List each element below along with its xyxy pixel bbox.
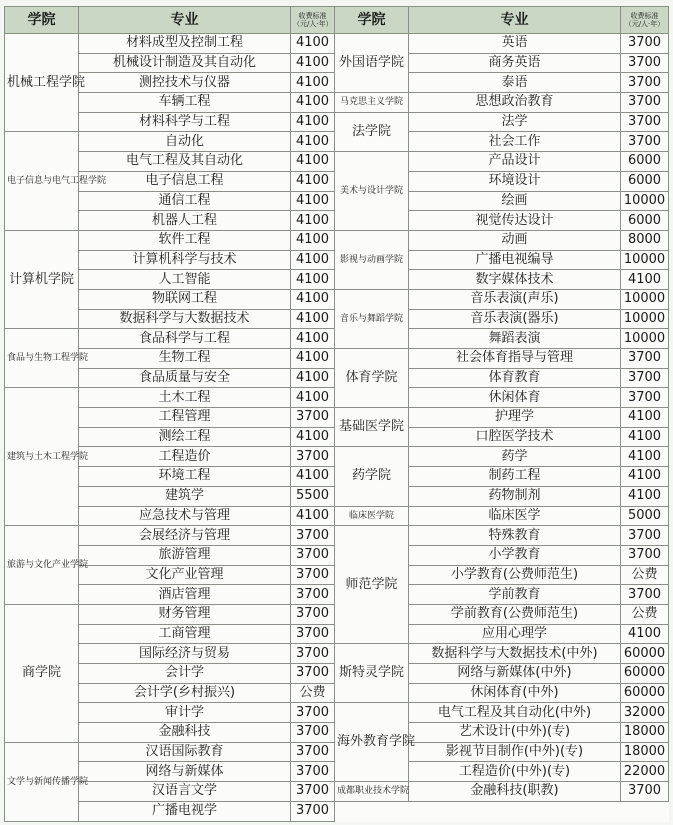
right-major-cell: 社会体育指导与管理 [409, 349, 621, 369]
left-college-cell: 建筑与土木工程学院 [5, 388, 79, 526]
left-fee-cell: 4100 [291, 34, 335, 54]
left-fee-cell: 4100 [291, 368, 335, 388]
right-college-cell: 外国语学院 [335, 34, 409, 93]
left-fee-cell: 3700 [291, 644, 335, 664]
left-major-cell: 人工智能 [79, 270, 291, 290]
right-college-cell: 马克思主义学院 [335, 93, 409, 113]
right-fee-cell: 4100 [621, 270, 669, 290]
left-fee-cell: 4100 [291, 506, 335, 526]
right-fee-cell: 3700 [621, 93, 669, 113]
left-fee-cell: 4100 [291, 230, 335, 250]
right-college-cell: 美术与设计学院 [335, 152, 409, 231]
right-major-cell: 特殊教育 [409, 526, 621, 546]
right-fee-cell: 18000 [621, 723, 669, 743]
left-college-cell: 文学与新闻传播学院 [5, 742, 79, 821]
right-fee-cell: 3700 [621, 53, 669, 73]
left-fee-cell: 4100 [291, 211, 335, 231]
left-major-cell: 计算机科学与技术 [79, 250, 291, 270]
right-major-cell: 产品设计 [409, 152, 621, 172]
left-fee-cell: 4100 [291, 152, 335, 172]
right-major-cell: 工程造价(中外)(专) [409, 762, 621, 782]
left-college-cell: 计算机学院 [5, 230, 79, 328]
left-major-cell: 网络与新媒体 [79, 762, 291, 782]
table-row [5, 152, 669, 172]
right-fee-cell: 8000 [621, 230, 669, 250]
right-fee-cell: 10000 [621, 289, 669, 309]
table-row [5, 93, 669, 113]
left-fee-cell: 3700 [291, 408, 335, 428]
left-major-cell: 建筑学 [79, 486, 291, 506]
left-fee-cell: 3700 [291, 526, 335, 546]
right-fee-cell: 60000 [621, 644, 669, 664]
right-major-cell: 视觉传达设计 [409, 211, 621, 231]
left-fee-cell: 4100 [291, 349, 335, 369]
left-major-cell: 会展经济与管理 [79, 526, 291, 546]
left-major-cell: 土木工程 [79, 388, 291, 408]
left-fee-cell: 3700 [291, 703, 335, 723]
right-fee-cell: 4100 [621, 624, 669, 644]
left-major-cell: 材料成型及控制工程 [79, 34, 291, 54]
table-row [5, 801, 669, 821]
left-fee-cell: 4100 [291, 427, 335, 447]
left-fee-cell: 3700 [291, 762, 335, 782]
right-college-cell: 体育学院 [335, 349, 409, 408]
right-fee-cell: 22000 [621, 762, 669, 782]
right-major-cell: 小学教育(公费师范生) [409, 565, 621, 585]
right-fee-cell: 18000 [621, 742, 669, 762]
right-major-cell: 电气工程及其自动化(中外) [409, 703, 621, 723]
left-major-cell: 材料科学与工程 [79, 112, 291, 132]
right-major-cell: 学前教育 [409, 585, 621, 605]
right-fee-cell: 3700 [621, 388, 669, 408]
right-major-cell: 小学教育 [409, 545, 621, 565]
right-major-cell: 数据科学与大数据技术(中外) [409, 644, 621, 664]
right-major-cell: 环境设计 [409, 171, 621, 191]
right-fee-cell: 3700 [621, 34, 669, 54]
left-fee-cell: 4100 [291, 53, 335, 73]
left-major-cell: 财务管理 [79, 604, 291, 624]
left-major-cell: 测绘工程 [79, 427, 291, 447]
left-major-cell: 广播电视学 [79, 801, 291, 821]
left-major-cell: 会计学(乡村振兴) [79, 683, 291, 703]
table-row [5, 526, 669, 546]
left-major-cell: 机器人工程 [79, 211, 291, 231]
right-major-cell: 广播电视编导 [409, 250, 621, 270]
left-fee-cell: 3700 [291, 447, 335, 467]
right-major-cell: 法学 [409, 112, 621, 132]
left-major-cell: 通信工程 [79, 191, 291, 211]
right-fee-cell: 3700 [621, 368, 669, 388]
left-major-cell: 国际经济与贸易 [79, 644, 291, 664]
left-fee-cell: 3700 [291, 723, 335, 743]
left-major-cell: 审计学 [79, 703, 291, 723]
left-major-cell: 食品科学与工程 [79, 329, 291, 349]
left-fee-cell: 4100 [291, 250, 335, 270]
left-fee-cell: 4100 [291, 132, 335, 152]
table-row [5, 289, 669, 309]
right-fee-cell: 6000 [621, 152, 669, 172]
table-row [5, 349, 669, 369]
right-college-cell: 法学院 [335, 112, 409, 151]
left-fee-cell: 3700 [291, 782, 335, 802]
right-college-cell: 师范学院 [335, 526, 409, 644]
header-major-right: 专业 [409, 7, 621, 34]
left-major-cell: 车辆工程 [79, 93, 291, 113]
left-major-cell: 自动化 [79, 132, 291, 152]
right-major-cell: 影视节目制作(中外)(专) [409, 742, 621, 762]
left-fee-cell: 3700 [291, 664, 335, 684]
right-fee-cell: 3700 [621, 545, 669, 565]
right-major-cell: 制药工程 [409, 467, 621, 487]
right-major-cell: 音乐表演(声乐) [409, 289, 621, 309]
right-major-cell: 艺术设计(中外)(专) [409, 723, 621, 743]
left-fee-cell: 3700 [291, 742, 335, 762]
header-fee-left: 收费标准（元/人·年） [291, 7, 335, 34]
right-major-cell: 口腔医学技术 [409, 427, 621, 447]
right-fee-cell: 3700 [621, 782, 669, 802]
right-fee-cell: 3700 [621, 526, 669, 546]
right-fee-cell: 60000 [621, 664, 669, 684]
right-fee-cell: 6000 [621, 211, 669, 231]
right-college-cell: 基础医学院 [335, 408, 409, 447]
left-major-cell: 物联网工程 [79, 289, 291, 309]
right-fee-cell: 4100 [621, 427, 669, 447]
right-major-cell: 英语 [409, 34, 621, 54]
table-row [5, 644, 669, 664]
table-row [5, 703, 669, 723]
left-college-cell: 食品与生物工程学院 [5, 329, 79, 388]
left-major-cell: 旅游管理 [79, 545, 291, 565]
left-fee-cell: 4100 [291, 467, 335, 487]
left-fee-cell: 4100 [291, 93, 335, 113]
header-fee-right: 收费标准（元/人·年） [621, 7, 669, 34]
table-row [5, 782, 669, 802]
left-major-cell: 工程管理 [79, 408, 291, 428]
left-major-cell: 机械设计制造及其自动化 [79, 53, 291, 73]
right-fee-cell: 10000 [621, 309, 669, 329]
right-major-cell: 应用心理学 [409, 624, 621, 644]
right-fee-cell: 32000 [621, 703, 669, 723]
left-college-cell: 旅游与文化产业学院 [5, 526, 79, 605]
table-row [5, 112, 669, 132]
right-major-cell: 学前教育(公费师范生) [409, 604, 621, 624]
table-row [5, 34, 669, 54]
right-fee-cell: 公费 [621, 604, 669, 624]
left-major-cell: 工商管理 [79, 624, 291, 644]
right-fee-cell: 4100 [621, 408, 669, 428]
right-fee-cell: 10000 [621, 250, 669, 270]
right-major-cell: 临床医学 [409, 506, 621, 526]
left-major-cell: 食品质量与安全 [79, 368, 291, 388]
right-fee-cell: 4100 [621, 447, 669, 467]
left-fee-cell: 4100 [291, 309, 335, 329]
right-major-cell: 泰语 [409, 73, 621, 93]
right-major-cell: 休闲体育 [409, 388, 621, 408]
left-major-cell: 汉语国际教育 [79, 742, 291, 762]
table-row [5, 506, 669, 526]
left-fee-cell: 3700 [291, 585, 335, 605]
left-major-cell: 生物工程 [79, 349, 291, 369]
right-major-cell: 网络与新媒体(中外) [409, 664, 621, 684]
left-fee-cell: 4100 [291, 289, 335, 309]
right-college-cell: 影视与动画学院 [335, 230, 409, 289]
right-college-cell: 海外教育学院 [335, 703, 409, 782]
left-major-cell: 金融科技 [79, 723, 291, 743]
left-major-cell: 汉语言文学 [79, 782, 291, 802]
left-major-cell: 数据科学与大数据技术 [79, 309, 291, 329]
header-college-right: 学院 [335, 7, 409, 34]
right-major-cell: 绘画 [409, 191, 621, 211]
left-major-cell: 测控技术与仪器 [79, 73, 291, 93]
left-fee-cell: 3700 [291, 565, 335, 585]
right-fee-cell: 4100 [621, 486, 669, 506]
table-row [5, 230, 669, 250]
left-major-cell: 酒店管理 [79, 585, 291, 605]
right-college-cell: 药学院 [335, 447, 409, 506]
left-fee-cell: 4100 [291, 191, 335, 211]
right-major-cell: 药学 [409, 447, 621, 467]
left-major-cell: 工程造价 [79, 447, 291, 467]
right-college-cell: 斯特灵学院 [335, 644, 409, 703]
right-fee-cell: 3700 [621, 349, 669, 369]
right-major-cell: 动画 [409, 230, 621, 250]
left-fee-cell: 4100 [291, 171, 335, 191]
right-fee-cell: 10000 [621, 191, 669, 211]
right-major-cell: 思想政治教育 [409, 93, 621, 113]
right-major-cell: 音乐表演(器乐) [409, 309, 621, 329]
right-fee-cell: 3700 [621, 73, 669, 93]
right-major-cell: 药物制剂 [409, 486, 621, 506]
left-fee-cell: 3700 [291, 604, 335, 624]
table-row [5, 408, 669, 428]
left-major-cell: 电子信息工程 [79, 171, 291, 191]
right-major-cell: 社会工作 [409, 132, 621, 152]
left-fee-cell: 4100 [291, 388, 335, 408]
right-fee-cell: 3700 [621, 132, 669, 152]
right-major-cell: 数字媒体技术 [409, 270, 621, 290]
table-row [5, 447, 669, 467]
right-major-cell: 护理学 [409, 408, 621, 428]
left-major-cell: 软件工程 [79, 230, 291, 250]
right-fee-cell: 60000 [621, 683, 669, 703]
right-major-cell: 休闲体育(中外) [409, 683, 621, 703]
right-fee-cell: 4100 [621, 467, 669, 487]
header-college-left: 学院 [5, 7, 79, 34]
left-fee-cell: 3700 [291, 801, 335, 821]
left-fee-cell: 5500 [291, 486, 335, 506]
left-fee-cell: 4100 [291, 73, 335, 93]
right-fee-cell: 公费 [621, 565, 669, 585]
right-fee-cell: 5000 [621, 506, 669, 526]
right-major-cell: 体育教育 [409, 368, 621, 388]
right-major-cell: 金融科技(职教) [409, 782, 621, 802]
left-college-cell: 电子信息与电气工程学院 [5, 132, 79, 230]
right-college-cell: 临床医学院 [335, 506, 409, 526]
header-major-left: 专业 [79, 7, 291, 34]
left-fee-cell: 公费 [291, 683, 335, 703]
left-fee-cell: 4100 [291, 112, 335, 132]
right-fee-cell: 3700 [621, 112, 669, 132]
right-fee-cell: 3700 [621, 585, 669, 605]
right-fee-cell: 6000 [621, 171, 669, 191]
left-fee-cell: 3700 [291, 545, 335, 565]
right-major-cell: 商务英语 [409, 53, 621, 73]
table-header-row [5, 7, 669, 34]
right-college-cell: 成都职业技术学院 [335, 782, 409, 802]
left-fee-cell: 4100 [291, 329, 335, 349]
left-fee-cell: 3700 [291, 624, 335, 644]
left-college-cell: 机械工程学院 [5, 34, 79, 132]
right-college-cell: 音乐与舞蹈学院 [335, 289, 409, 348]
right-fee-cell: 10000 [621, 329, 669, 349]
left-major-cell: 文化产业管理 [79, 565, 291, 585]
tuition-fee-table [4, 6, 669, 822]
left-major-cell: 应急技术与管理 [79, 506, 291, 526]
left-major-cell: 电气工程及其自动化 [79, 152, 291, 172]
left-major-cell: 环境工程 [79, 467, 291, 487]
left-fee-cell: 4100 [291, 270, 335, 290]
left-major-cell: 会计学 [79, 664, 291, 684]
right-major-cell: 舞蹈表演 [409, 329, 621, 349]
left-college-cell: 商学院 [5, 604, 79, 742]
